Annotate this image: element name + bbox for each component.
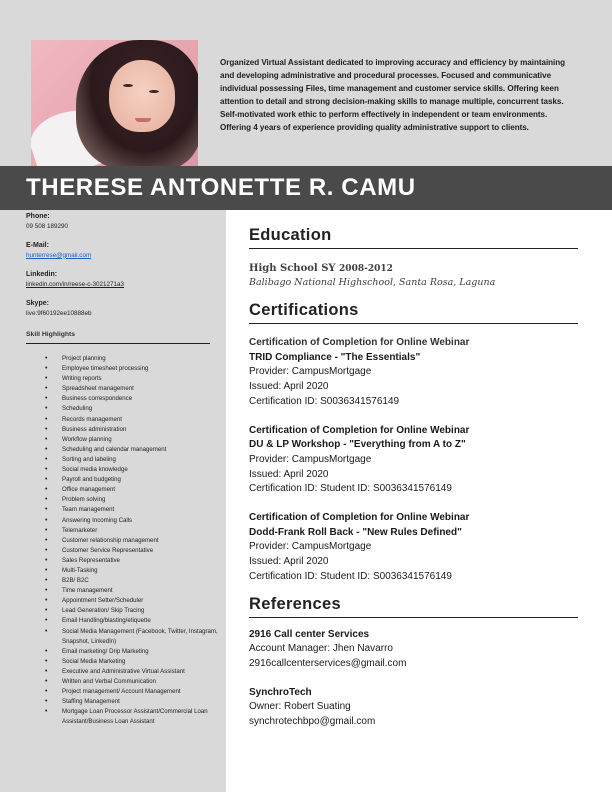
certifications-section [249,301,578,585]
school-place: Balibago National Highschool, Santa Rosa, Laguna [249,277,496,288]
skill-label: Written and Verbal Communication [62,678,157,685]
cert-id: Certification ID: Student ID: S0036341576149 [249,570,452,582]
skype-label: Skype: [26,300,49,307]
references-section [249,595,578,730]
photo-eye [123,84,133,87]
skill-label: Executive and Administrative Virtual Assistant [62,667,185,675]
skill-item [45,657,220,667]
skills-heading: Skill Highlights [26,331,210,344]
skill-label: Answering Incoming Calls [62,516,133,524]
skill-item [45,677,220,687]
skill-item [45,576,220,586]
reference-company: 2916 Call center Services [249,628,370,640]
bullet-icon: • [45,415,48,423]
reference-entry [249,628,578,672]
cert-id: Certification ID: Student ID: S0036341576149 [249,483,452,495]
certification-entry [249,424,578,498]
skill-item [45,425,220,435]
skill-item [45,697,220,707]
skill-label: Office management [62,486,116,494]
cert-type: Certification of Completion for Online Webinar [249,337,470,348]
skill-item [45,627,220,647]
school-years: 2008-2012 [339,264,393,274]
skill-item [45,526,220,536]
skill-item [45,647,220,657]
main-content [249,210,578,730]
certifications-heading: Certifications [249,301,578,324]
bullet-icon: • [45,496,48,504]
contact-linkedin [26,270,124,289]
skill-label: Time management [62,587,113,595]
bullet-icon: • [45,385,48,393]
bullet-icon: • [45,556,48,564]
skill-label: Email Handling/blasting/etiquette [62,617,151,625]
skill-item [45,505,220,515]
skill-item [45,374,220,384]
bullet-icon: • [45,445,48,453]
email-label: E-Mail: [26,242,49,249]
references-heading: References [249,595,578,618]
cert-id: Certification ID: S0036341576149 [249,395,400,407]
skill-label: Sorting and labeling [62,455,116,463]
skill-item [45,687,220,697]
bullet-icon: • [45,678,48,685]
bullet-icon: • [45,597,48,605]
skill-item [45,384,220,394]
skill-item [45,586,220,596]
skill-label: Lead Generation/ Skip Tracing [62,607,145,615]
bullet-icon: • [45,435,48,443]
skill-label: Staffing Management [62,698,120,706]
skill-label: Customer Service Representative [62,546,154,554]
education-school [249,262,578,276]
skill-label: Social Media Management (Facebook, Twitter, Instagram, Snapshot, LinkedIn) [62,627,218,645]
school-label: High School SY [249,263,336,274]
skill-label: Customer relationship management [62,536,159,544]
contact-skype [26,299,91,318]
bullet-icon: • [45,647,48,655]
bullet-icon: • [45,455,48,463]
bullet-icon: • [45,506,48,514]
skill-item [45,435,220,445]
reference-email[interactable]: synchrotechbpo@gmail.com [249,716,376,728]
skill-label: Business administration [62,425,127,433]
cert-provider: Provider: CampusMortgage [249,366,372,378]
bullet-icon: • [45,375,48,383]
skill-item [45,536,220,546]
skill-item [45,596,220,606]
linkedin-label: Linkedin: [26,271,58,278]
bullet-icon: • [45,617,48,625]
bullet-icon: • [45,688,48,696]
skill-label: Multi-Tasking [62,566,98,574]
linkedin-link[interactable]: linkedin.com/in/reese-c-3021271a3 [26,280,125,288]
cert-issued: Issued: April 2020 [249,468,329,480]
skype-value: live:9f60192ee10888eb [26,309,92,317]
phone-value: 09 508 189290 [26,222,69,230]
bullet-icon: • [45,546,48,554]
skill-item [45,616,220,626]
bullet-icon: • [45,516,48,524]
skill-item [45,465,220,475]
bullet-icon: • [45,607,48,615]
skill-item [45,667,220,677]
reference-contact: Account Manager: Jhen Navarro [249,643,393,655]
skills-list [45,354,220,727]
skill-label: Appointment Setter/Scheduler [62,597,144,605]
skill-item [45,455,220,465]
bullet-icon: • [45,566,48,574]
education-heading: Education [249,226,578,249]
skill-label: B2B/ B2C [62,577,89,585]
cert-name: Dodd-Frank Roll Back - "New Rules Defined" [249,526,462,538]
reference-entry [249,686,578,730]
skill-item [45,556,220,566]
skill-label: Mortgage Loan Processor Assistant/Commercial Loan Assistant/Business Loan Assistant [62,708,208,726]
candidate-name: THERESE ANTONETTE R. CAMU [26,174,416,201]
references-list [249,628,578,730]
skill-label: Spreadsheet management [62,385,134,393]
bullet-icon: • [45,698,48,706]
skill-label: Email marketing/ Drip Marketing [62,647,149,655]
skill-label: Social Media Marketing [62,657,126,665]
email-link[interactable]: hunterrese@gmail.com [26,251,92,259]
skill-item [45,354,220,364]
skill-item [45,606,220,616]
skill-item [45,495,220,505]
skill-label: Employee timesheet processing [62,365,149,373]
reference-contact: Owner: Robert Suating [249,701,351,713]
education-section [249,226,578,289]
bullet-icon: • [45,466,48,474]
skill-label: Workflow planning [62,435,112,443]
bullet-icon: • [45,355,48,362]
skill-item [45,404,220,414]
skill-item [45,445,220,455]
phone-label: Phone: [26,213,50,220]
cert-name: TRID Compliance - "The Essentials" [249,351,421,363]
skill-label: Scheduling and calendar management [62,445,167,453]
photo-eye [149,90,159,93]
cert-type: Certification of Completion for Online Webinar [249,424,470,436]
skill-label: Project planning [62,355,106,362]
cert-provider: Provider: CampusMortgage [249,541,372,553]
reference-company: SynchroTech [249,686,312,698]
bullet-icon: • [45,526,48,534]
skill-label: Scheduling [62,405,93,413]
skill-label: Problem solving [62,496,106,504]
bullet-icon: • [45,486,48,494]
bullet-icon: • [45,657,48,665]
bullet-icon: • [45,425,48,433]
skill-label: Sales Representative [62,556,120,564]
skill-item [45,566,220,576]
skill-item [45,394,220,404]
bullet-icon: • [45,405,48,413]
profile-photo [31,40,198,166]
cert-type: Certification of Completion for Online Webinar [249,512,470,524]
skill-item [45,485,220,495]
certifications-list [249,336,578,585]
skill-label: Social media knowledge [62,466,128,474]
cert-name: DU & LP Workshop - "Everything from A to Z" [249,439,466,451]
skill-label: Project management/ Account Management [62,688,181,696]
cert-issued: Issued: April 2020 [249,381,329,393]
bullet-icon: • [45,627,48,635]
skill-label: Team management [62,506,115,514]
certification-entry [249,511,578,585]
bullet-icon: • [45,587,48,595]
bullet-icon: • [45,577,48,585]
skill-item [45,516,220,526]
bullet-icon: • [45,708,48,716]
skill-item [45,707,220,727]
skill-label: Telemarketer [62,526,98,534]
photo-mouth [135,118,151,122]
certification-entry [249,336,578,410]
skill-label: Payroll and budgeting [62,476,121,484]
contact-phone [26,212,68,231]
bullet-icon: • [45,536,48,544]
skill-label: Business correspondence [62,395,133,403]
profile-summary: Organized Virtual Assistant dedicated to improving accuracy and efficiency by maintaining and developing administrative and procedural processes. Focused and communicative individual possessing Files, time management and customer service skills. Offering keen attention to detail and strong decision-making skills to manage multiple, concurrent tasks. Self-motivated work ethic to perform effectively in independent or team environments. Offering 4 years of experience providing quality administrative support to clients. [220,58,566,133]
skill-item [45,364,220,374]
bullet-icon: • [45,667,48,675]
skill-item [45,475,220,485]
reference-email[interactable]: 2916callcenterservices@gmail.com [249,657,407,669]
name-banner [0,166,612,210]
contact-email [26,241,91,260]
skill-item [45,546,220,556]
cert-issued: Issued: April 2020 [249,556,329,568]
bullet-icon: • [45,365,48,373]
cert-provider: Provider: CampusMortgage [249,453,372,465]
skill-label: Records management [62,415,122,423]
skill-item [45,415,220,425]
bullet-icon: • [45,476,48,484]
skill-label: Writing reports [62,375,102,383]
bullet-icon: • [45,395,48,403]
